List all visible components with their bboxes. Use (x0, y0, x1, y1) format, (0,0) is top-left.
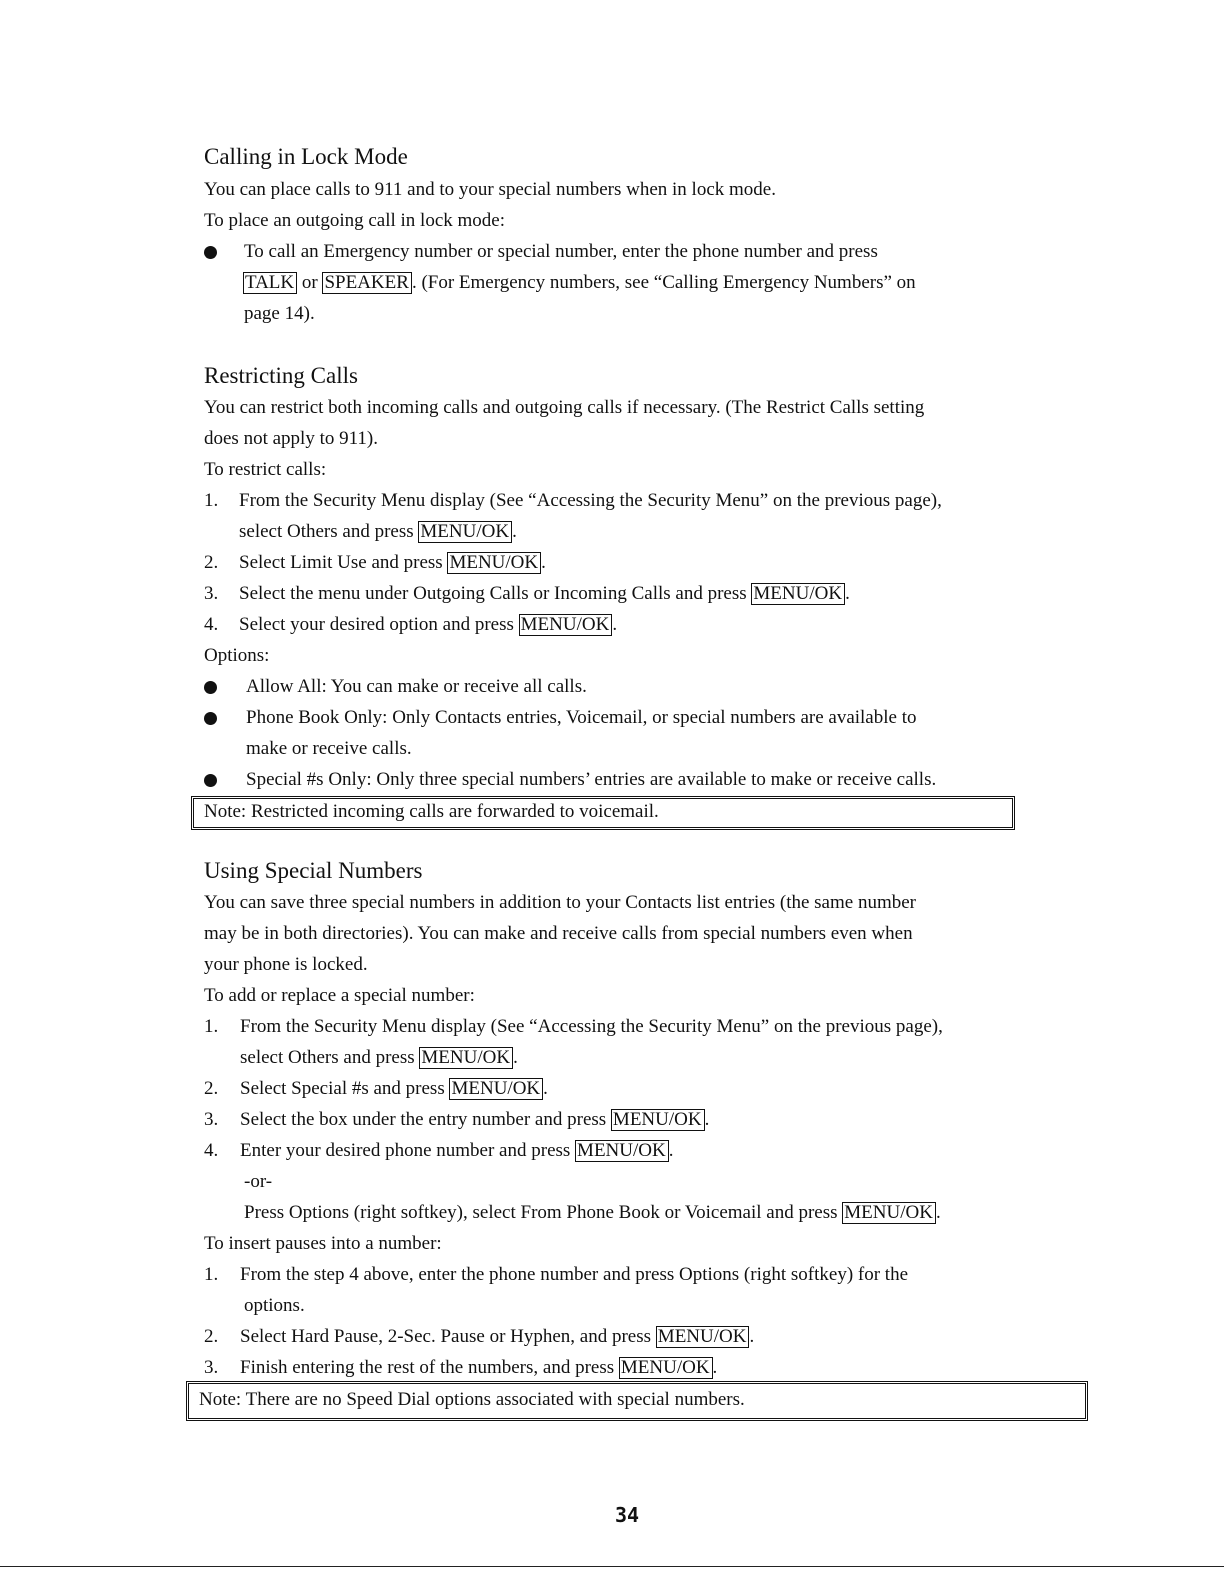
option-text: Allow All: You can make or receive all calls. (246, 676, 587, 697)
step-text: From the step 4 above, enter the phone number and press Options (right softkey) for the (240, 1264, 909, 1285)
option-text: Phone Book Only: Only Contacts entries, Voicemail, or special numbers are available to (246, 707, 917, 728)
step-number: 3. (204, 1109, 219, 1130)
menu-ok-key: MENU/OK (842, 1202, 936, 1224)
paragraph: To insert pauses into a number: (204, 1233, 442, 1254)
heading-restricting-calls: Restricting Calls (204, 363, 358, 388)
menu-ok-key: MENU/OK (419, 1047, 513, 1069)
note-box: Note: There are no Speed Dial options associated with special numbers. (186, 1381, 1088, 1421)
paragraph: You can restrict both incoming calls and outgoing calls if necessary. (The Restrict Calls setting (204, 397, 925, 418)
step-number: 1. (204, 1016, 219, 1037)
step-text: Enter your desired phone number and press MENU/OK . (240, 1140, 674, 1161)
paragraph: your phone is locked. (204, 954, 368, 975)
or-separator: -or- (244, 1171, 273, 1192)
page-number: 34 (614, 1503, 640, 1527)
step-text: Press Options (right softkey), select From Phone Book or Voicemail and press MENU/OK . (244, 1202, 941, 1223)
menu-ok-key: MENU/OK (447, 552, 541, 574)
menu-ok-key: MENU/OK (656, 1326, 750, 1348)
menu-ok-key: MENU/OK (418, 521, 512, 543)
step-number: 2. (204, 552, 219, 573)
bullet-icon (204, 774, 217, 787)
step-number: 2. (204, 1078, 219, 1099)
step-text: Select Hard Pause, 2-Sec. Pause or Hyphen, and press MENU/OK . (240, 1326, 755, 1347)
paragraph: To place an outgoing call in lock mode: (204, 210, 506, 231)
menu-ok-key: MENU/OK (575, 1140, 669, 1162)
step-text: select Others and press MENU/OK . (240, 1047, 518, 1068)
step-text: From the Security Menu display (See “Accessing the Security Menu” on the previous page), (240, 1016, 943, 1037)
menu-ok-key: MENU/OK (519, 614, 613, 636)
step-number: 4. (204, 1140, 219, 1161)
option-text: make or receive calls. (246, 738, 412, 759)
bullet-text: page 14). (244, 303, 315, 324)
step-number: 4. (204, 614, 219, 635)
paragraph: may be in both directories). You can make and receive calls from special numbers even when (204, 923, 913, 944)
step-text: Select the menu under Outgoing Calls or Incoming Calls and press MENU/OK . (239, 583, 850, 604)
step-text: Finish entering the rest of the numbers, and press MENU/OK . (240, 1357, 718, 1378)
paragraph: You can place calls to 911 and to your special numbers when in lock mode. (204, 179, 776, 200)
step-text: Select Limit Use and press MENU/OK . (239, 552, 546, 573)
step-text: options. (244, 1295, 305, 1316)
step-text: Select Special #s and press MENU/OK . (240, 1078, 548, 1099)
paragraph: To restrict calls: (204, 459, 327, 480)
paragraph: To add or replace a special number: (204, 985, 475, 1006)
bullet-icon (204, 712, 217, 725)
step-text: select Others and press MENU/OK . (239, 521, 517, 542)
note-box: Note: Restricted incoming calls are forwarded to voicemail. (191, 796, 1015, 830)
step-text: Select the box under the entry number and press MENU/OK . (240, 1109, 710, 1130)
step-number: 3. (204, 583, 219, 604)
step-number: 3. (204, 1357, 219, 1378)
step-text: Select your desired option and press MENU/OK . (239, 614, 618, 635)
step-number: 2. (204, 1326, 219, 1347)
menu-ok-key: MENU/OK (449, 1078, 543, 1100)
bullet-icon (204, 246, 217, 259)
menu-ok-key: MENU/OK (611, 1109, 705, 1131)
bullet-icon (204, 681, 217, 694)
step-number: 1. (204, 1264, 219, 1285)
paragraph: does not apply to 911). (204, 428, 378, 449)
step-number: 1. (204, 490, 219, 511)
menu-ok-key: MENU/OK (619, 1357, 713, 1379)
paragraph: You can save three special numbers in addition to your Contacts list entries (the same number (204, 892, 916, 913)
speaker-key: SPEAKER (322, 272, 411, 294)
menu-ok-key: MENU/OK (751, 583, 845, 605)
bullet-text: To call an Emergency number or special number, enter the phone number and press (244, 241, 878, 262)
talk-key: TALK (243, 272, 297, 294)
bullet-text: TALK or SPEAKER . (For Emergency numbers, see “Calling Emergency Numbers” on (245, 272, 916, 293)
options-label: Options: (204, 645, 270, 666)
option-text: Special #s Only: Only three special numbers’ entries are available to make or receive calls. (246, 769, 937, 790)
heading-using-special-numbers: Using Special Numbers (204, 858, 423, 883)
page-bottom-rule (0, 1566, 1224, 1567)
heading-calling-in-lock-mode: Calling in Lock Mode (204, 144, 408, 169)
step-text: From the Security Menu display (See “Accessing the Security Menu” on the previous page), (239, 490, 942, 511)
